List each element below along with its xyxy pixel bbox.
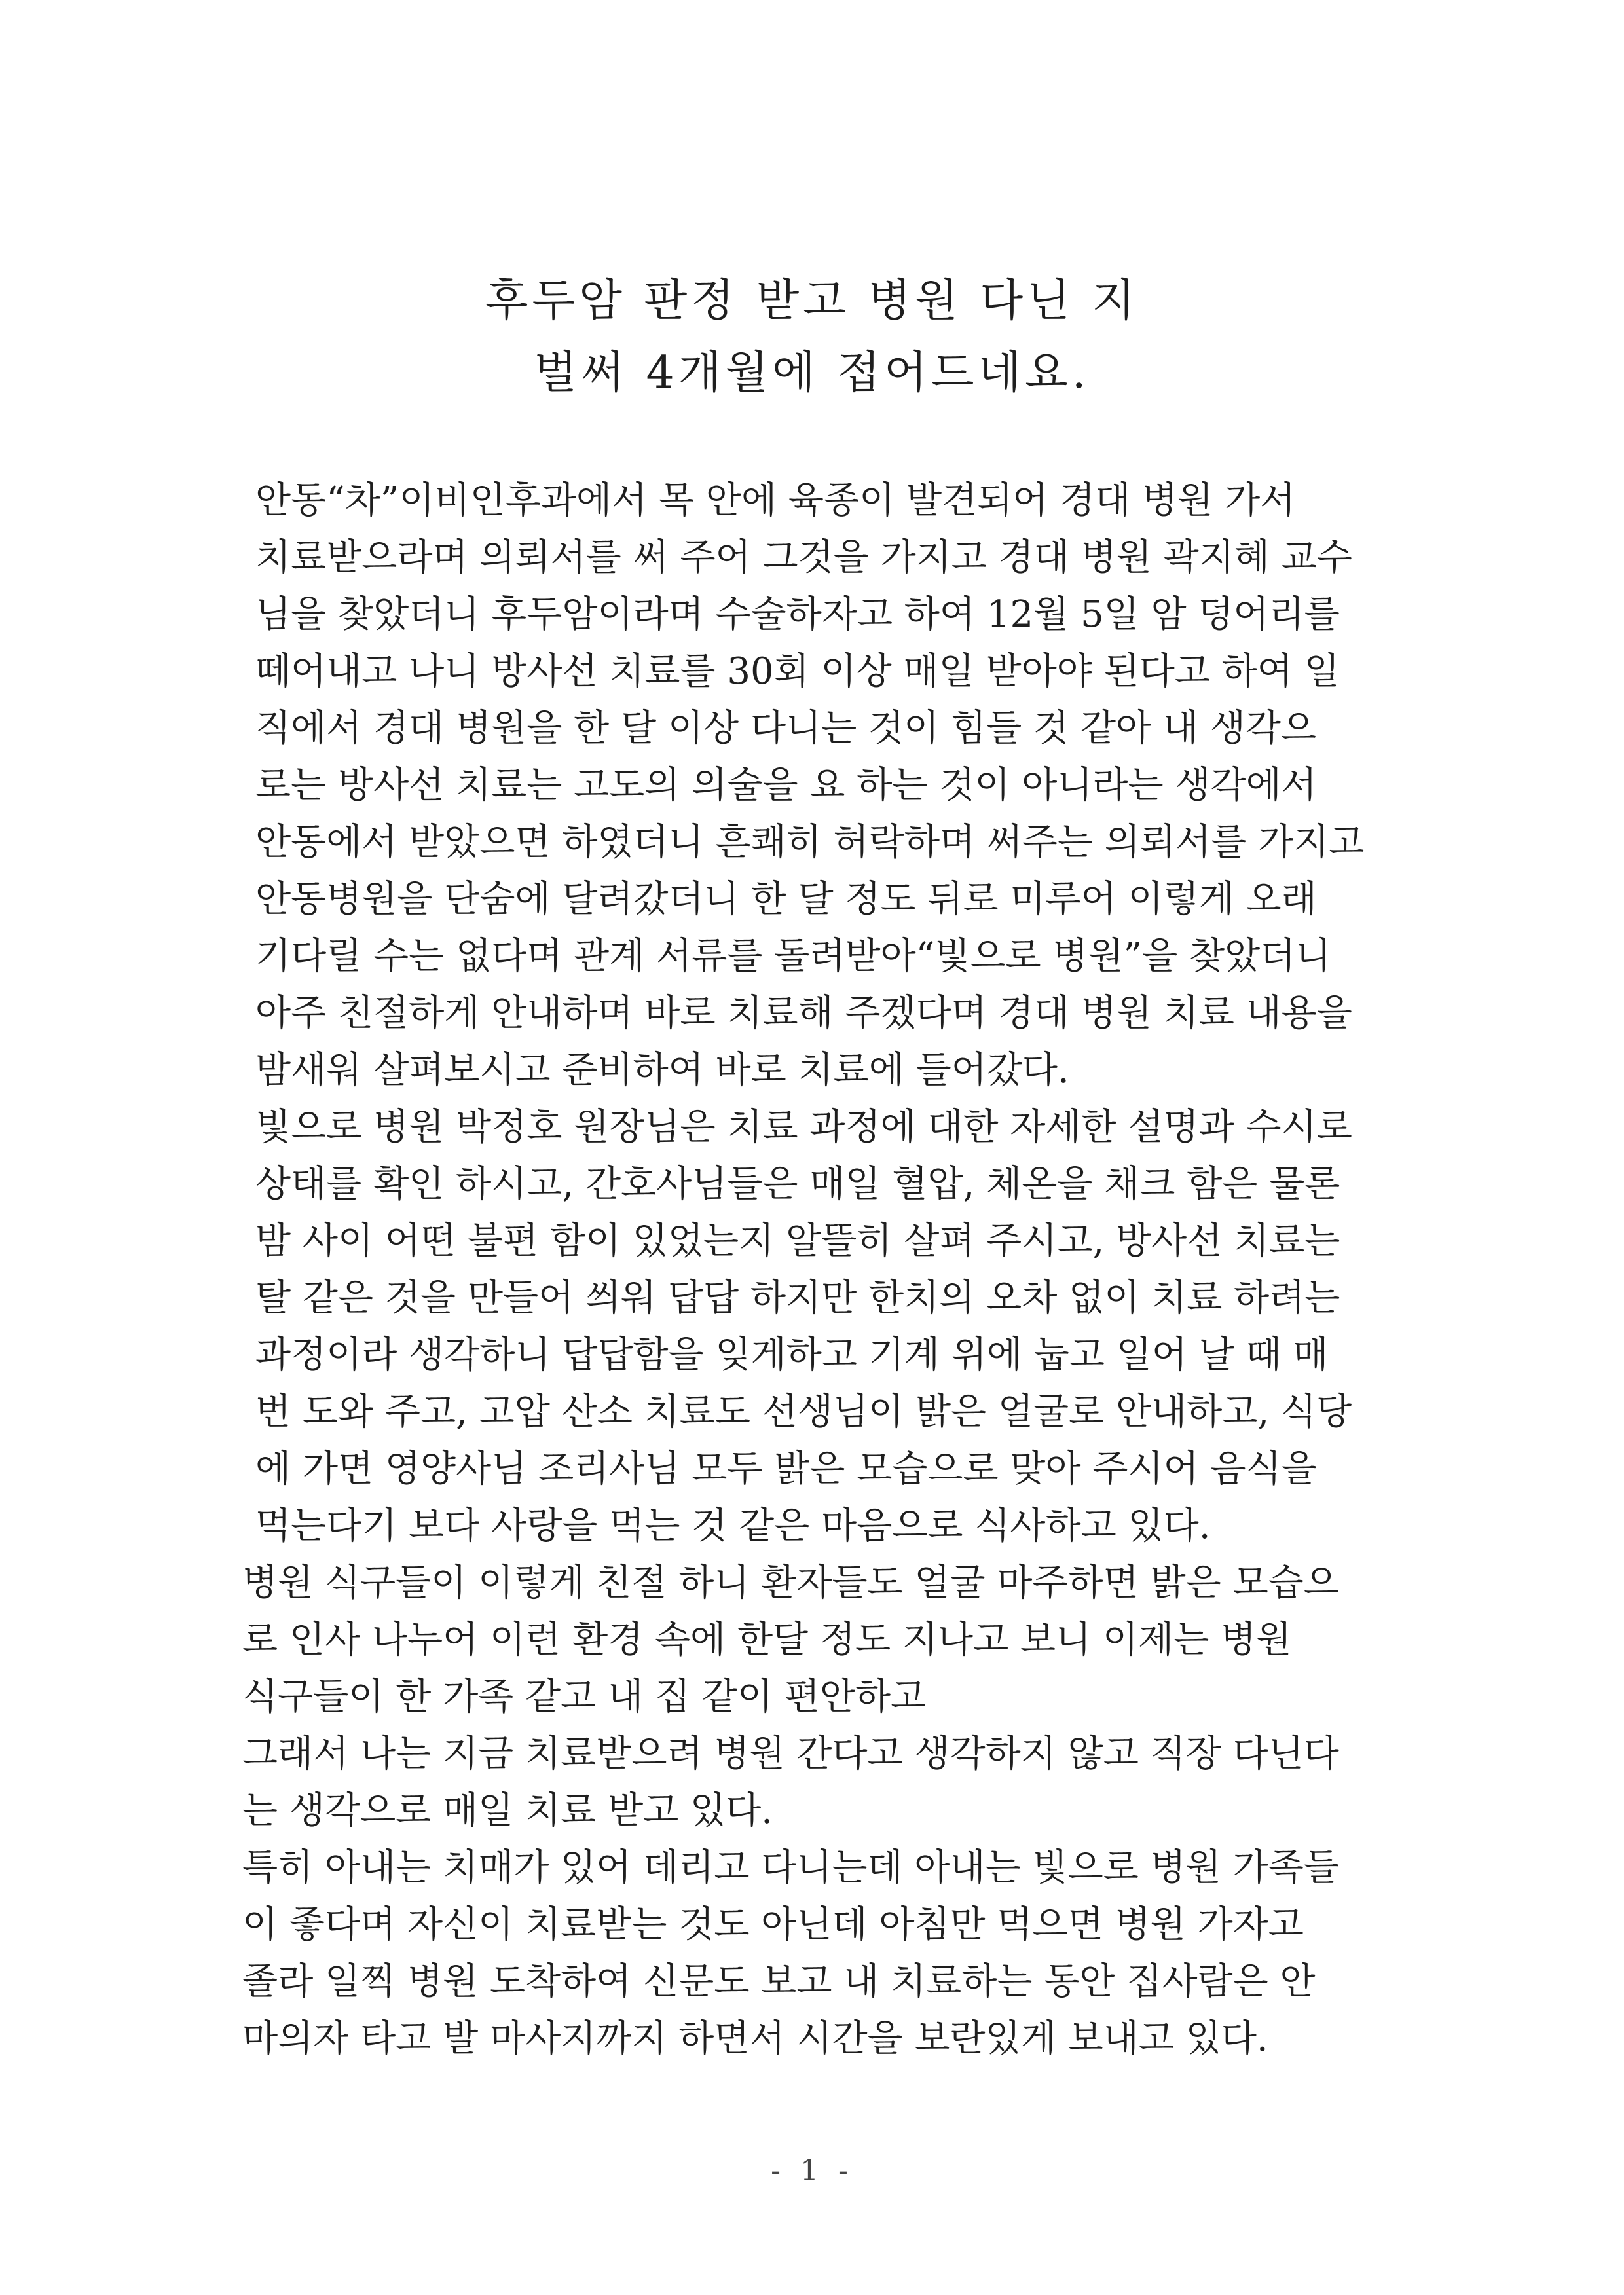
body-line: 에 가면 영양사님 조리사님 모두 밝은 모습으로 맞아 주시어 음식을 bbox=[255, 1448, 1317, 1490]
title-line-2: 벌써 4개월에 접어드네요. bbox=[534, 347, 1090, 399]
body-line: 안동병원을 단숨에 달려갔더니 한 달 정도 뒤로 미루어 이렇게 오래 bbox=[255, 878, 1317, 921]
body-line: 님을 찾았더니 후두암이라며 수술하자고 하여 12월 5일 암 덩어리를 bbox=[255, 593, 1340, 636]
title-line-1: 후두암 판정 받고 병원 다닌 지 bbox=[485, 275, 1139, 327]
body-line: 안동“차”이비인후과에서 목 안에 육종이 발견되어 경대 병원 가서 bbox=[255, 479, 1296, 522]
body-line: 탈 같은 것을 만들어 씌워 답답 하지만 한치의 오차 없이 치료 하려는 bbox=[255, 1277, 1340, 1319]
body-line: 이 좋다며 자신이 치료받는 것도 아닌데 아침만 먹으면 병원 가자고 bbox=[242, 1903, 1304, 1946]
body-line: 과정이라 생각하니 답답함을 잊게하고 기계 위에 눕고 일어 날 때 매 bbox=[255, 1334, 1329, 1376]
body-line: 밤새워 살펴보시고 준비하여 바로 치료에 들어갔다. bbox=[255, 1049, 1069, 1092]
body-line: 밤 사이 어떤 불편 함이 있었는지 알뜰히 살펴 주시고, 방사선 치료는 bbox=[255, 1220, 1340, 1262]
body-line: 직에서 경대 병원을 한 달 이상 다니는 것이 힘들 것 같아 내 생각으 bbox=[255, 707, 1317, 750]
body-line: 치료받으라며 의뢰서를 써 주어 그것을 가지고 경대 병원 곽지혜 교수 bbox=[255, 536, 1352, 579]
body-line: 아주 친절하게 안내하며 바로 치료해 주겠다며 경대 병원 치료 내용을 bbox=[255, 992, 1352, 1035]
body-line: 마의자 타고 발 마사지까지 하면서 시간을 보란있게 보내고 있다. bbox=[242, 2017, 1268, 2060]
body-line: 병원 식구들이 이렇게 친절 하니 환자들도 얼굴 마주하면 밝은 모습으 bbox=[242, 1562, 1339, 1604]
body-line: 로 인사 나누어 이런 환경 속에 한달 정도 지나고 보니 이제는 병원 bbox=[242, 1619, 1292, 1661]
body-line: 는 생각으로 매일 치료 받고 있다. bbox=[242, 1790, 773, 1832]
body-line: 빛으로 병원 박정호 원장님은 치료 과정에 대한 자세한 설명과 수시로 bbox=[255, 1106, 1352, 1148]
body-line: 먹는다기 보다 사랑을 먹는 것 같은 마음으로 식사하고 있다. bbox=[255, 1505, 1211, 1547]
body-line: 졸라 일찍 병원 도착하여 신문도 보고 내 치료하는 동안 집사람은 안 bbox=[242, 1960, 1316, 2003]
body-line: 떼어내고 나니 방사선 치료를 30회 이상 매일 받아야 된다고 하여 일 bbox=[255, 650, 1340, 693]
body-line: 안동에서 받았으면 하였더니 흔쾌히 허락하며 써주는 의뢰서를 가지고 bbox=[255, 821, 1365, 864]
page-number: - 1 - bbox=[771, 2154, 853, 2188]
body-line: 특히 아내는 치매가 있어 데리고 다니는데 아내는 빛으로 병원 가족들 bbox=[242, 1846, 1339, 1889]
body-line: 상태를 확인 하시고, 간호사님들은 매일 혈압, 체온을 채크 함은 물론 bbox=[255, 1163, 1340, 1205]
body-line: 그래서 나는 지금 치료받으려 병원 간다고 생각하지 않고 직장 다닌다 bbox=[242, 1733, 1339, 1775]
body-line: 기다릴 수는 없다며 관계 서류를 돌려받아“빛으로 병원”을 찾았더니 bbox=[255, 935, 1331, 978]
body-line: 번 도와 주고, 고압 산소 치료도 선생님이 밝은 얼굴로 안내하고, 식당 bbox=[255, 1391, 1352, 1433]
body-line: 로는 방사선 치료는 고도의 의술을 요 하는 것이 아니라는 생각에서 bbox=[255, 764, 1317, 807]
body-line: 식구들이 한 가족 같고 내 집 같이 편안하고 bbox=[242, 1676, 927, 1718]
